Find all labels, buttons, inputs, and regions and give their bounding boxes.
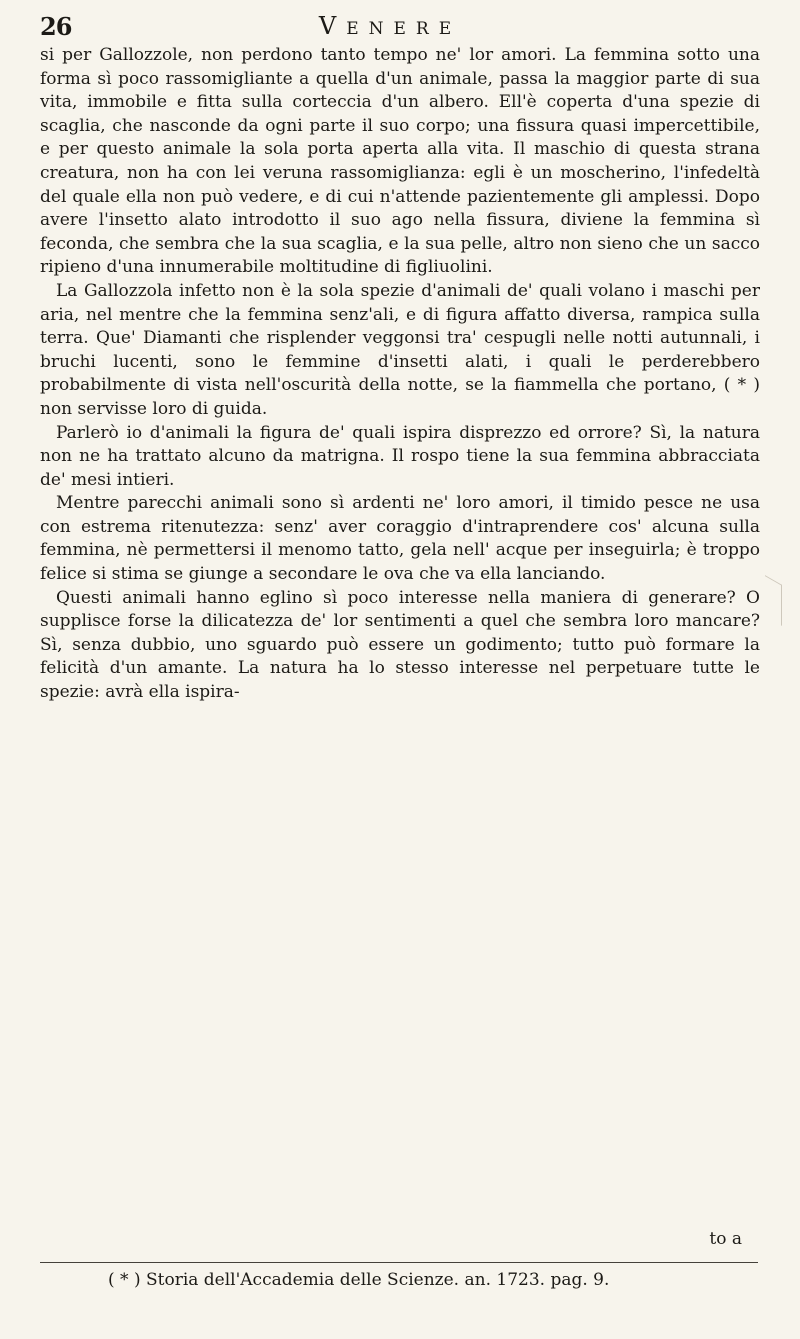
catchword: to a <box>709 1229 742 1249</box>
page-header <box>40 12 740 46</box>
page-number: 26 <box>40 12 72 41</box>
running-head: Venere <box>318 12 462 40</box>
paragraph: Mentre parecchi animali sono sì ardenti ne' loro amori, il timido pesce ne usa con estrema ritenutezza: senz' aver coraggio d'intraprendere cos' alcuna sulla femmina, nè permettersi il menomo tatto, gela nell' acque per inseguirla; è troppo felice si stima se giunge a secondare le ova che va ella lanciando. <box>40 493 760 585</box>
paragraph: La Gallozzola infetto non è la sola spezie d'animali de' quali volano i maschi per aria, nel mentre che la femmina senz'ali, e di figura affatto diversa, rampica sulla terra. Que' Diamanti che risplender veggonsi tra' cespugli nelle notti autunnali, i bruchi lucenti, sono le femmine d'insetti alati, i quali le perderebbero probabilmente di vista nell'oscurità della notte, se la fiammella che portano, ( * ) non servisse loro di guida. <box>40 280 760 419</box>
paragraph: si per Gallozzole, non perdono tanto tempo ne' lor amori. La femmina sotto una forma sì poco rassomigliante a quella d'un animale, passa la maggior parte di sua vita, immobile e fitta sulla corteccia d'un albero. Ell'è coperta d'una spezie di scaglia, che nasconde da ogni parte il suo corpo; una fissura quasi impercettibile, e per questo animale la sola porta aperta alla vita. Il maschio di questa strana creatura, non ha con lei veruna rassomiglianza: egli è un moscherino, l'infedeltà del quale ella non può vedere, e di cui n'attende pazientemente gli amplessi. Dopo avere l'insetto alato introdotto il suo ago nella fissura, diviene la femmina sì feconda, che sembra che la sua scaglia, e la sua pelle, altro non sieno che un sacco ripieno d'una innumerabile moltitudine di figliuolini. <box>40 45 760 278</box>
footnote: ( * ) Storia dell'Accademia delle Scienze. an. 1723. pag. 9. <box>108 1270 610 1290</box>
paragraph: Parlerò io d'animali la figura de' quali ispira disprezzo ed orrore? Sì, la natura non ne ha trattato alcuno da matrigna. Il rospo tiene la sua femmina abbracciata de' mesi intieri. <box>40 422 760 490</box>
body-text <box>40 44 760 705</box>
paragraph: Questi animali hanno eglino sì poco interesse nella maniera di generare? O supplisce forse la dilicatezza de' lor sentimenti a quel che sembra loro mancare? Sì, senza dubbio, uno sguardo può essere un godimento; tutto può formare la felicità d'un amante. La natura ha lo stesso interesse nel perpetuare tutte le spezie: avrà ella ispira- <box>40 587 760 703</box>
footnote-rule <box>40 1262 758 1263</box>
margin-fold-mark <box>765 575 782 626</box>
